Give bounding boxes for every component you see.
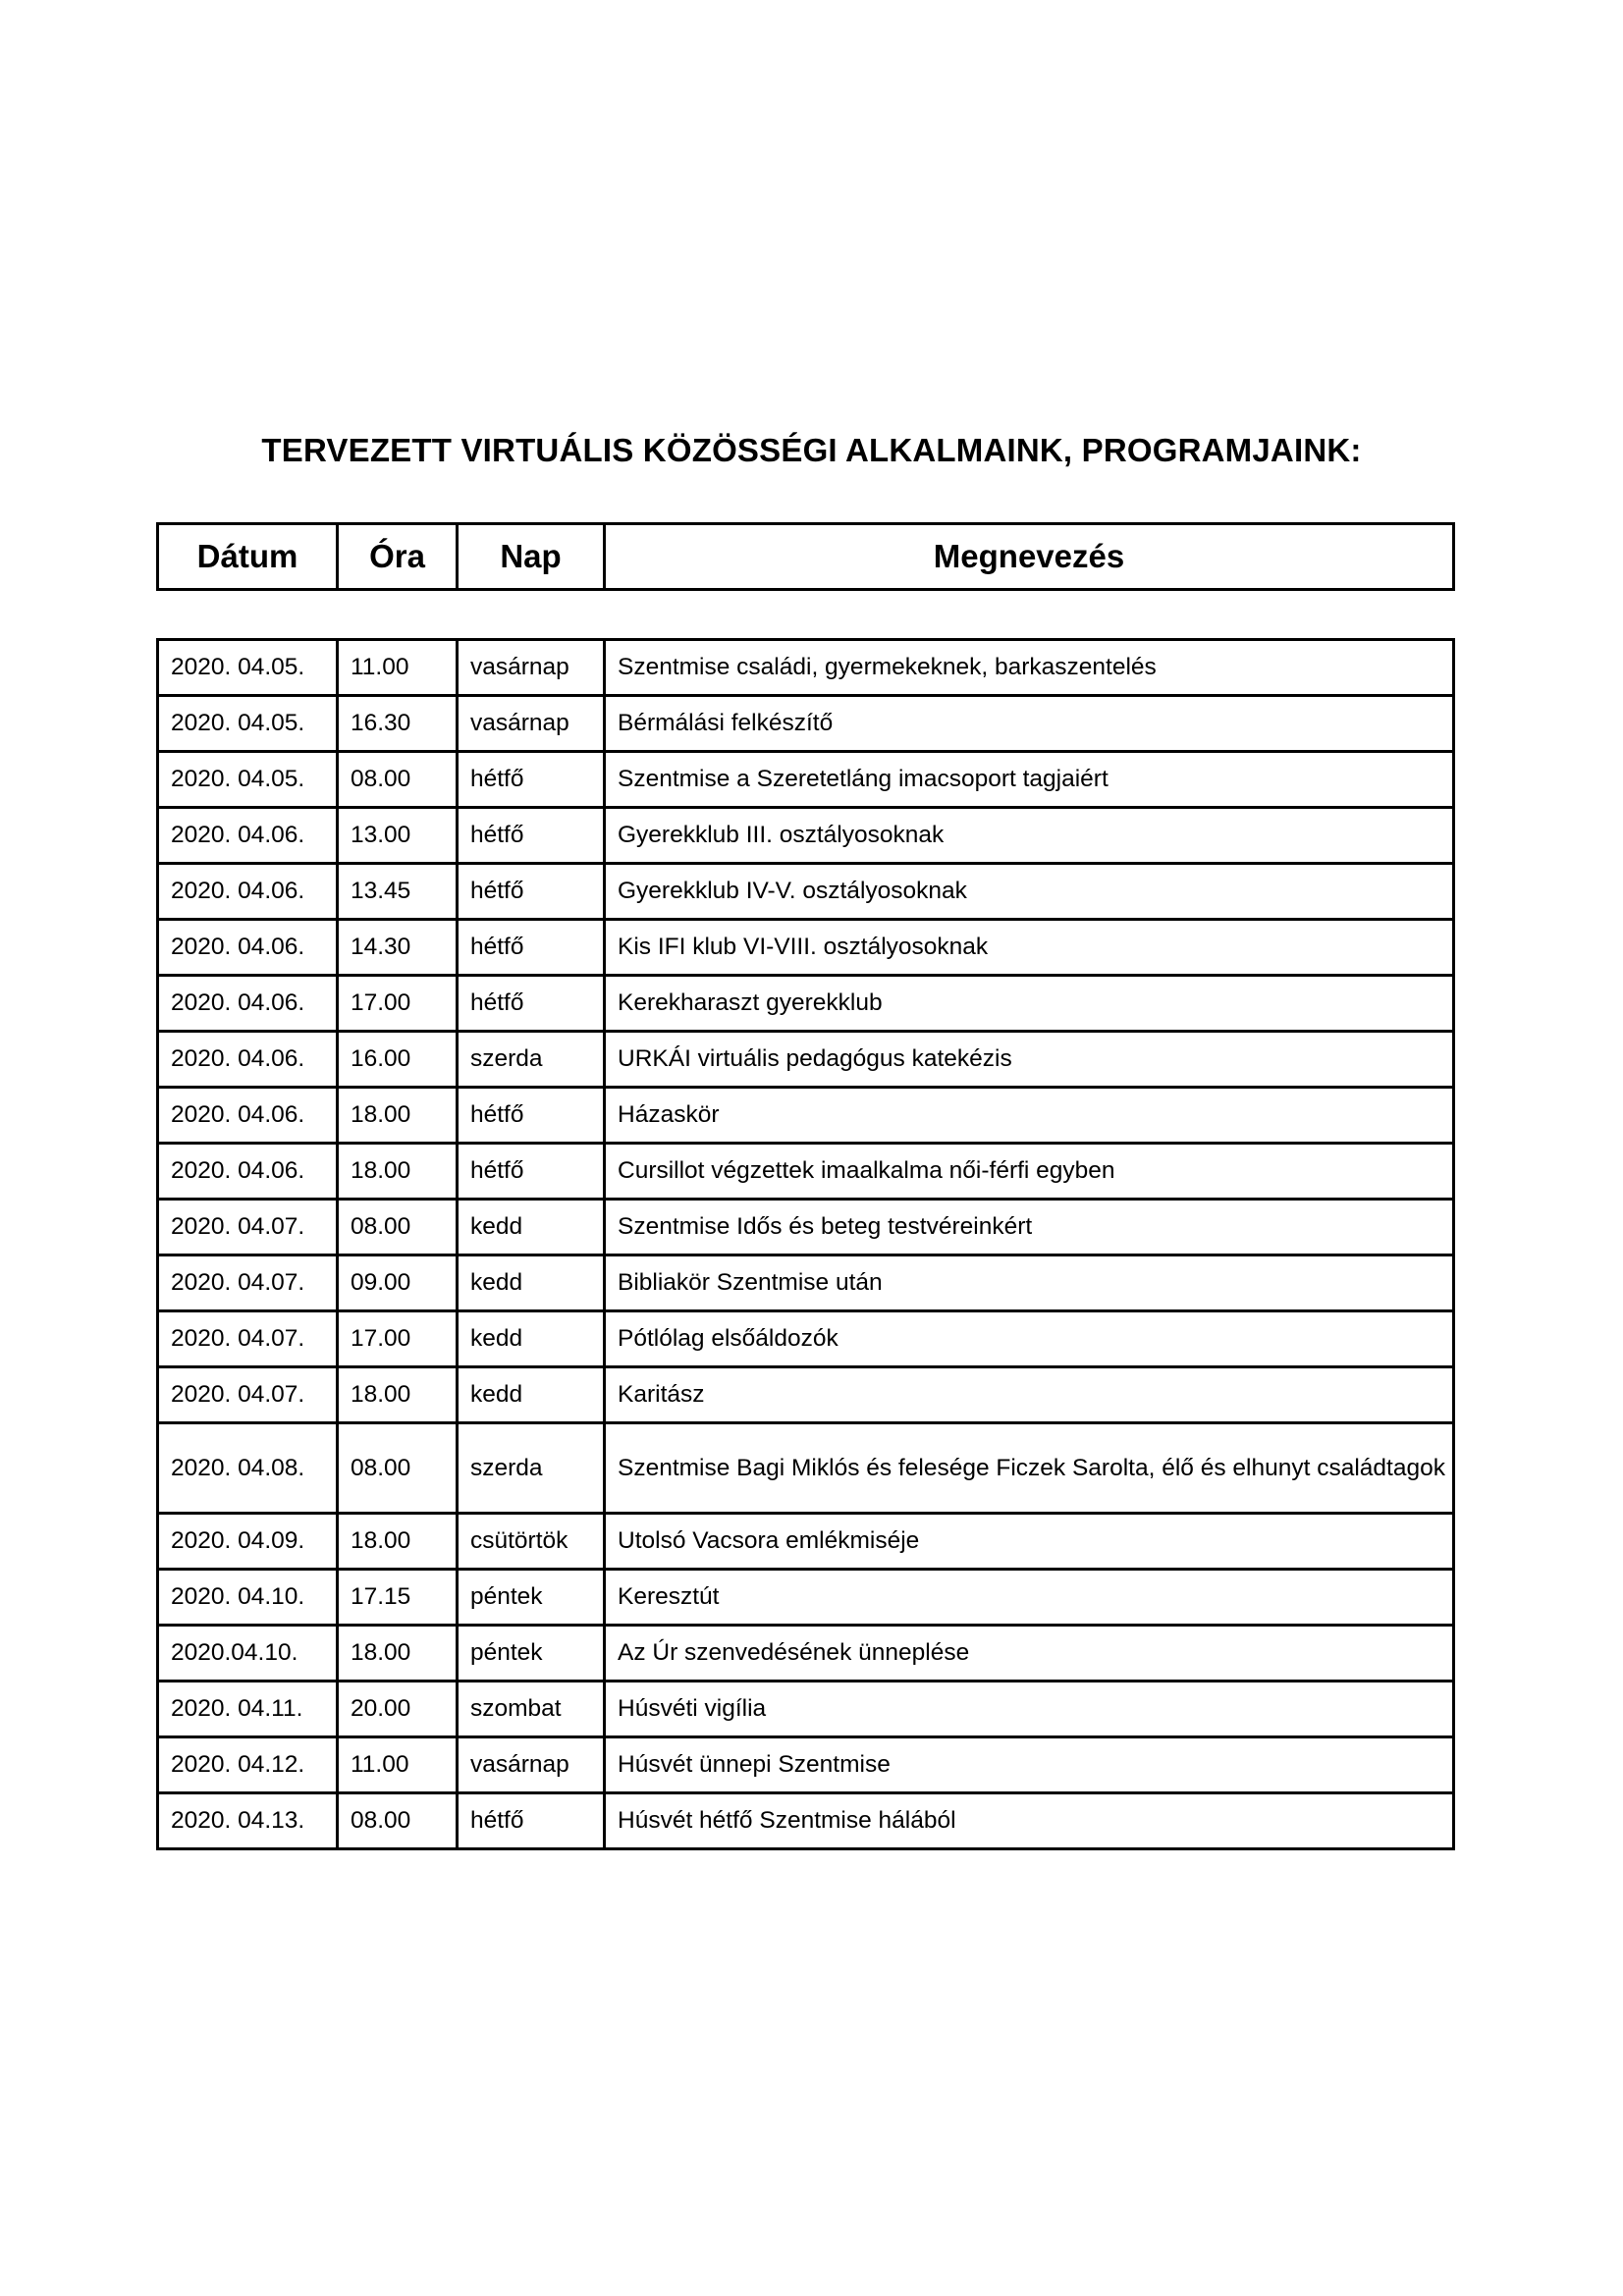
cell-name: Kis IFI klub VI-VIII. osztályosoknak <box>605 920 1454 976</box>
cell-date: 2020. 04.07. <box>158 1255 338 1311</box>
cell-date: 2020. 04.12. <box>158 1737 338 1793</box>
cell-time: 13.00 <box>338 808 458 864</box>
cell-time: 18.00 <box>338 1367 458 1423</box>
cell-day: péntek <box>458 1626 605 1682</box>
page-title: TERVEZETT VIRTUÁLIS KÖZÖSSÉGI ALKALMAINK, PROGRAMJAINK: <box>261 432 1362 468</box>
cell-name: Karitász <box>605 1367 1454 1423</box>
header-name: Megnevezés <box>605 524 1454 590</box>
cell-name: Húsvét ünnepi Szentmise <box>605 1737 1454 1793</box>
table-row <box>158 1626 1454 1682</box>
cell-day: kedd <box>458 1255 605 1311</box>
cell-time: 18.00 <box>338 1626 458 1682</box>
table-row <box>158 1682 1454 1737</box>
cell-day: kedd <box>458 1311 605 1367</box>
cell-date: 2020. 04.09. <box>158 1514 338 1570</box>
table-row <box>158 1255 1454 1311</box>
cell-date: 2020. 04.07. <box>158 1367 338 1423</box>
cell-time: 08.00 <box>338 1200 458 1255</box>
schedule-table-body <box>158 640 1454 1849</box>
cell-name: Az Úr szenvedésének ünneplése <box>605 1626 1454 1682</box>
cell-date: 2020. 04.06. <box>158 1144 338 1200</box>
cell-day: szerda <box>458 1423 605 1514</box>
table-row <box>158 976 1454 1032</box>
cell-name: Bibliakör Szentmise után <box>605 1255 1454 1311</box>
cell-time: 18.00 <box>338 1514 458 1570</box>
table-row <box>158 1032 1454 1088</box>
schedule-table <box>156 638 1455 1850</box>
cell-time: 13.45 <box>338 864 458 920</box>
cell-day: szerda <box>458 1032 605 1088</box>
cell-date: 2020. 04.11. <box>158 1682 338 1737</box>
table-row <box>158 640 1454 696</box>
cell-day: hétfő <box>458 976 605 1032</box>
cell-date: 2020.04.10. <box>158 1626 338 1682</box>
cell-day: hétfő <box>458 864 605 920</box>
cell-date: 2020. 04.06. <box>158 1088 338 1144</box>
cell-time: 18.00 <box>338 1144 458 1200</box>
cell-name: Utolsó Vacsora emlékmiséje <box>605 1514 1454 1570</box>
cell-name: Házaskör <box>605 1088 1454 1144</box>
header-day: Nap <box>458 524 605 590</box>
cell-date: 2020. 04.07. <box>158 1200 338 1255</box>
table-row <box>158 1737 1454 1793</box>
cell-day: szombat <box>458 1682 605 1737</box>
cell-time: 09.00 <box>338 1255 458 1311</box>
cell-name: Szentmise Idős és beteg testvéreinkért <box>605 1200 1454 1255</box>
cell-time: 08.00 <box>338 1793 458 1849</box>
cell-date: 2020. 04.06. <box>158 920 338 976</box>
cell-date: 2020. 04.06. <box>158 1032 338 1088</box>
cell-day: hétfő <box>458 1088 605 1144</box>
cell-name: Szentmise családi, gyermekeknek, barkaszentelés <box>605 640 1454 696</box>
cell-day: kedd <box>458 1200 605 1255</box>
cell-day: vasárnap <box>458 1737 605 1793</box>
cell-day: hétfő <box>458 1793 605 1849</box>
cell-time: 16.00 <box>338 1032 458 1088</box>
cell-name: Húsvéti vigília <box>605 1682 1454 1737</box>
cell-name: Cursillot végzettek imaalkalma női-férfi egyben <box>605 1144 1454 1200</box>
table-row <box>158 1793 1454 1849</box>
cell-name: Kerekharaszt gyerekklub <box>605 976 1454 1032</box>
cell-time: 11.00 <box>338 1737 458 1793</box>
cell-day: hétfő <box>458 752 605 808</box>
table-row <box>158 808 1454 864</box>
schedule-header-table <box>156 522 1455 591</box>
cell-day: kedd <box>458 1367 605 1423</box>
cell-time: 17.15 <box>338 1570 458 1626</box>
cell-time: 20.00 <box>338 1682 458 1737</box>
cell-name: Bérmálási felkészítő <box>605 696 1454 752</box>
table-row <box>158 1088 1454 1144</box>
cell-day: hétfő <box>458 1144 605 1200</box>
cell-time: 18.00 <box>338 1088 458 1144</box>
cell-name: Szentmise a Szeretetláng imacsoport tagjaiért <box>605 752 1454 808</box>
table-row <box>158 1367 1454 1423</box>
header-date: Dátum <box>158 524 338 590</box>
cell-time: 16.30 <box>338 696 458 752</box>
table-row <box>158 1423 1454 1514</box>
table-row <box>158 1200 1454 1255</box>
table-row <box>158 1514 1454 1570</box>
cell-time: 14.30 <box>338 920 458 976</box>
cell-name: Keresztút <box>605 1570 1454 1626</box>
table-row <box>158 752 1454 808</box>
cell-day: vasárnap <box>458 640 605 696</box>
cell-day: hétfő <box>458 920 605 976</box>
cell-date: 2020. 04.08. <box>158 1423 338 1514</box>
cell-time: 17.00 <box>338 1311 458 1367</box>
cell-name: Gyerekklub IV-V. osztályosoknak <box>605 864 1454 920</box>
header-time: Óra <box>338 524 458 590</box>
cell-day: péntek <box>458 1570 605 1626</box>
table-row <box>158 696 1454 752</box>
cell-date: 2020. 04.10. <box>158 1570 338 1626</box>
cell-day: vasárnap <box>458 696 605 752</box>
header-row <box>158 524 1454 590</box>
cell-time: 08.00 <box>338 1423 458 1514</box>
cell-date: 2020. 04.13. <box>158 1793 338 1849</box>
table-row <box>158 1144 1454 1200</box>
cell-name: Szentmise Bagi Miklós és felesége Ficzek Sarolta, élő és elhunyt családtagok <box>605 1423 1454 1514</box>
table-row <box>158 920 1454 976</box>
table-row <box>158 864 1454 920</box>
cell-date: 2020. 04.05. <box>158 640 338 696</box>
cell-day: hétfő <box>458 808 605 864</box>
table-row <box>158 1311 1454 1367</box>
cell-date: 2020. 04.05. <box>158 696 338 752</box>
cell-name: Pótlólag elsőáldozók <box>605 1311 1454 1367</box>
cell-name: Gyerekklub III. osztályosoknak <box>605 808 1454 864</box>
cell-date: 2020. 04.06. <box>158 976 338 1032</box>
cell-time: 11.00 <box>338 640 458 696</box>
cell-day: csütörtök <box>458 1514 605 1570</box>
cell-date: 2020. 04.05. <box>158 752 338 808</box>
cell-date: 2020. 04.06. <box>158 808 338 864</box>
cell-name: URKÁI virtuális pedagógus katekézis <box>605 1032 1454 1088</box>
cell-time: 08.00 <box>338 752 458 808</box>
cell-date: 2020. 04.07. <box>158 1311 338 1367</box>
cell-time: 17.00 <box>338 976 458 1032</box>
cell-date: 2020. 04.06. <box>158 864 338 920</box>
table-row <box>158 1570 1454 1626</box>
cell-name: Húsvét hétfő Szentmise hálából <box>605 1793 1454 1849</box>
